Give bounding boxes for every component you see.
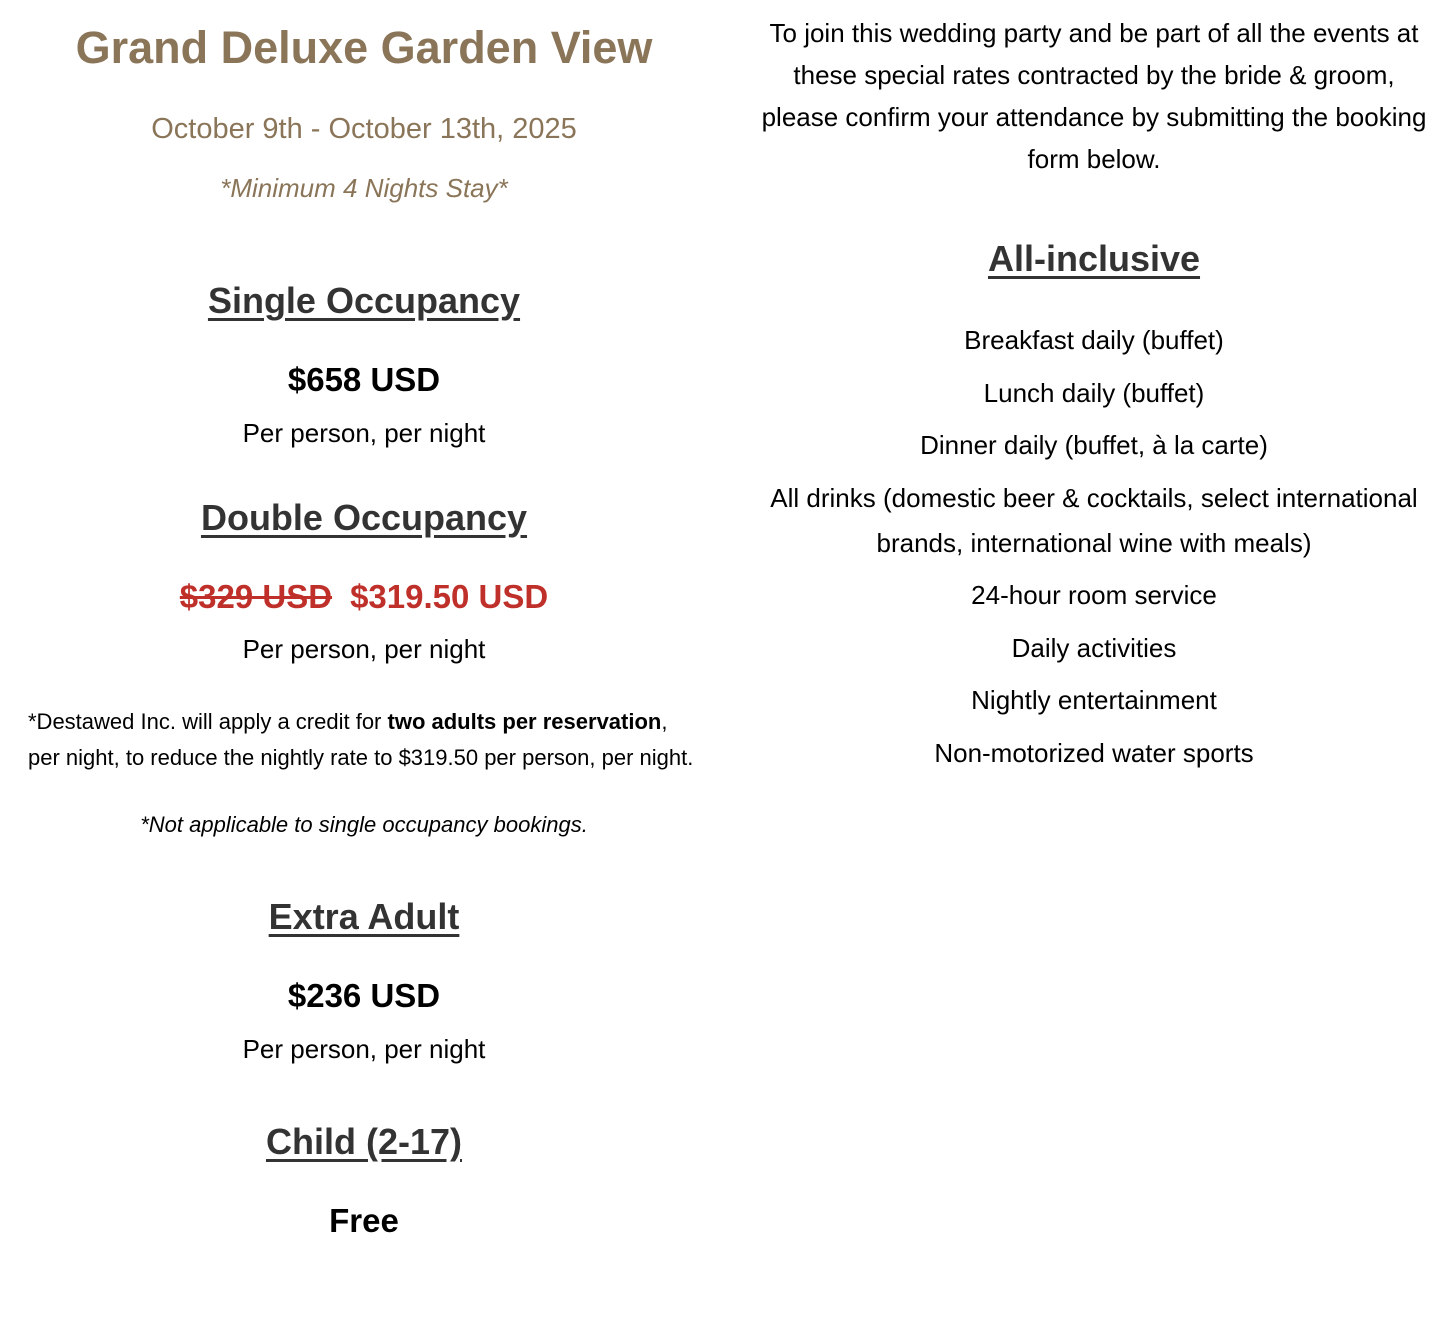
booking-intro: To join this wedding party and be part of all the events at these special rates contracted by the bride & groom, please confirm your attendance by submitting the booking form below. [761, 18, 1427, 174]
all-inclusive-heading: All-inclusive [987, 238, 1201, 279]
inclusions-list [752, 318, 1436, 776]
original-price: $329 USD [179, 578, 333, 615]
credit-note [28, 704, 700, 776]
credit-note-emphasis: two adults per reservation [387, 709, 662, 734]
credit-note-suffix: , per night, to reduce the nightly rate to $319.50 per person, per night. [28, 709, 694, 770]
list-item: Lunch daily (buffet) [983, 377, 1205, 408]
list-item: Dinner daily (buffet, à la carte) [920, 430, 1268, 460]
list-item: Nightly entertainment [971, 685, 1217, 715]
double-occupancy-heading: Double Occupancy [200, 497, 528, 538]
discounted-price: $319.50 USD [350, 578, 549, 615]
room-title: Grand Deluxe Garden View [75, 22, 653, 73]
extra-adult-unit: Per person, per night [242, 1034, 486, 1064]
minimum-stay-note: *Minimum 4 Nights Stay* [220, 173, 508, 203]
single-occupancy-heading: Single Occupancy [207, 280, 521, 321]
extra-adult-heading: Extra Adult [268, 896, 460, 937]
list-item: Breakfast daily (buffet) [964, 325, 1224, 355]
child-price: Free [329, 1202, 399, 1239]
extra-adult-price: $236 USD [287, 977, 441, 1014]
rates-column [28, 0, 700, 1241]
list-item: Non-motorized water sports [934, 737, 1254, 768]
stay-dates: October 9th - October 13th, 2025 [151, 113, 577, 145]
inclusions-column [752, 0, 1436, 783]
not-applicable-note: *Not applicable to single occupancy bookings. [140, 812, 588, 837]
single-occupancy-price: $658 USD [287, 361, 441, 398]
double-occupancy-unit: Per person, per night [242, 634, 486, 664]
list-item: 24-hour room service [971, 580, 1217, 610]
double-occupancy-price [28, 577, 700, 617]
list-item: Daily activities [1011, 632, 1177, 663]
credit-note-prefix: *Destawed Inc. will apply a credit for [28, 709, 388, 734]
single-occupancy-unit: Per person, per night [242, 418, 486, 448]
list-item: All drinks (domestic beer & cocktails, select international brands, international wine with meals) [770, 482, 1418, 558]
child-heading: Child (2-17) [265, 1121, 462, 1162]
